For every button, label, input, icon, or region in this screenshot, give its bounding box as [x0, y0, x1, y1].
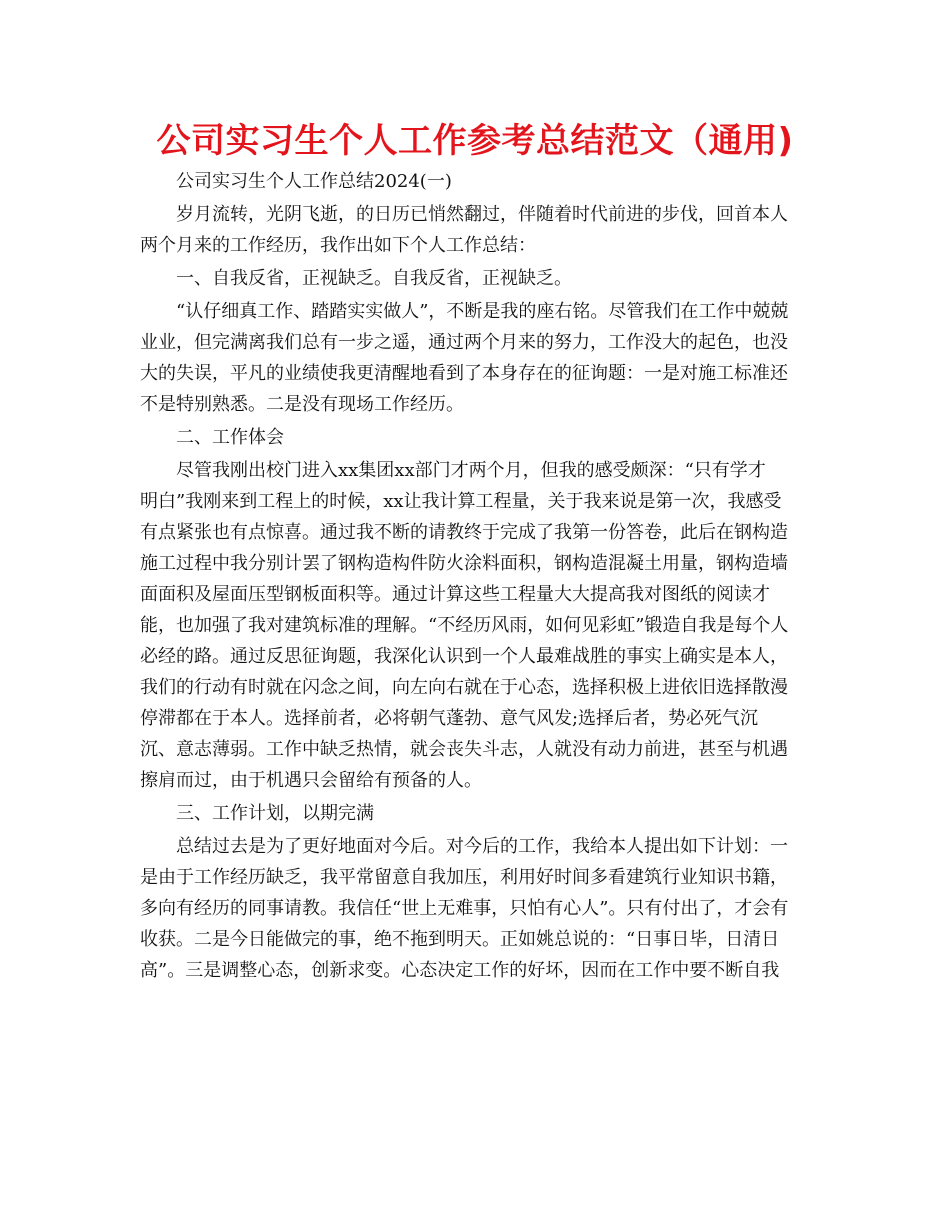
paragraph-line: 擦肩而过，由于机遇只会留给有预备的人。	[140, 770, 482, 791]
paragraph-line: 是由于工作经历缺乏，我平常留意自我加压，利用好时间多看建筑行业知识书籍，	[140, 867, 788, 888]
section-heading-3: 三、工作计划，以期完满	[176, 803, 374, 824]
paragraph-line: 必经的路。通过反思征询题，我深化认识到一个人最难战胜的事实上确实是本人，	[140, 646, 788, 667]
paragraph-line: 多向有经历的同事请教。我信任“世上无难事，只怕有心人”。只有付出了，才会有	[140, 898, 789, 919]
section-heading-2: 二、工作体会	[176, 427, 284, 448]
paragraph-line: “认仔细真工作、踏踏实实做人”，不断是我的座右铭。尽管我们在工作中兢兢	[176, 301, 789, 322]
paragraph-line: 不是特别熟悉。二是没有现场工作经历。	[140, 394, 464, 415]
section-heading-1: 一、自我反省，正视缺乏。自我反省，正视缺乏。	[176, 268, 572, 289]
document-title: 公司实习生个人工作参考总结范文（通用)	[156, 121, 794, 161]
paragraph-line: 施工过程中我分别计罢了钢构造构件防火涂料面积，钢构造混凝土用量，钢构造墙	[140, 553, 788, 574]
paragraph-line: 两个月来的工作经历，我作出如下个人工作总结：	[140, 235, 536, 256]
paragraph-line: 停滞都在于本人。选择前者，必将朝气蓬勃、意气风发;选择后者，势必死气沉	[140, 708, 759, 729]
paragraph-line: 总结过去是为了更好地面对今后。对今后的工作，我给本人提出如下计划：一	[176, 836, 788, 857]
paragraph-line: 收获。二是今日能做完的事，绝不拖到明天。正如姚总说的：“日事日毕，日清日	[140, 929, 780, 950]
paragraph-line: 有点紧张也有点惊喜。通过我不断的请教终于完成了我第一份答卷，此后在钢构造	[140, 522, 788, 543]
document-body	[140, 166, 820, 986]
paragraph-line: 高”。三是调整心态，创新求变。心态决定工作的好坏，因而在工作中要不断自我	[140, 960, 780, 981]
paragraph-line: 业业，但完满离我们总有一步之遥，通过两个月来的努力，工作没大的起色，也没	[140, 332, 788, 353]
paragraph-line: 沉、意志薄弱。工作中缺乏热情，就会丧失斗志，人就没有动力前进，甚至与机遇	[140, 739, 788, 760]
paragraph-line: 明白”我刚来到工程上的时候，xx让我计算工程量，关于我来说是第一次，我感受	[140, 491, 782, 512]
paragraph-line: 能，也加强了我对建筑标准的理解。“不经历风雨，如何见彩虹”锻造自我是每个人	[140, 615, 789, 636]
paragraph-line: 大的失误，平凡的业绩使我更清醒地看到了本身存在的征询题：一是对施工标准还	[140, 363, 788, 384]
subtitle-line: 公司实习生个人工作总结2024(一)	[176, 171, 452, 192]
paragraph-line: 我们的行动有时就在闪念之间，向左向右就在于心态，选择积极上进依旧选择散漫	[140, 677, 788, 698]
paragraph-line: 尽管我刚出校门进入xx集团xx部门才两个月，但我的感受颇深：“只有学才	[176, 460, 766, 481]
paragraph-line: 岁月流转，光阴飞逝，的日历已悄然翻过，伴随着时代前进的步伐，回首本人	[176, 204, 788, 225]
paragraph-line: 面面积及屋面压型钢板面积等。通过计算这些工程量大大提高我对图纸的阅读才	[140, 584, 770, 605]
